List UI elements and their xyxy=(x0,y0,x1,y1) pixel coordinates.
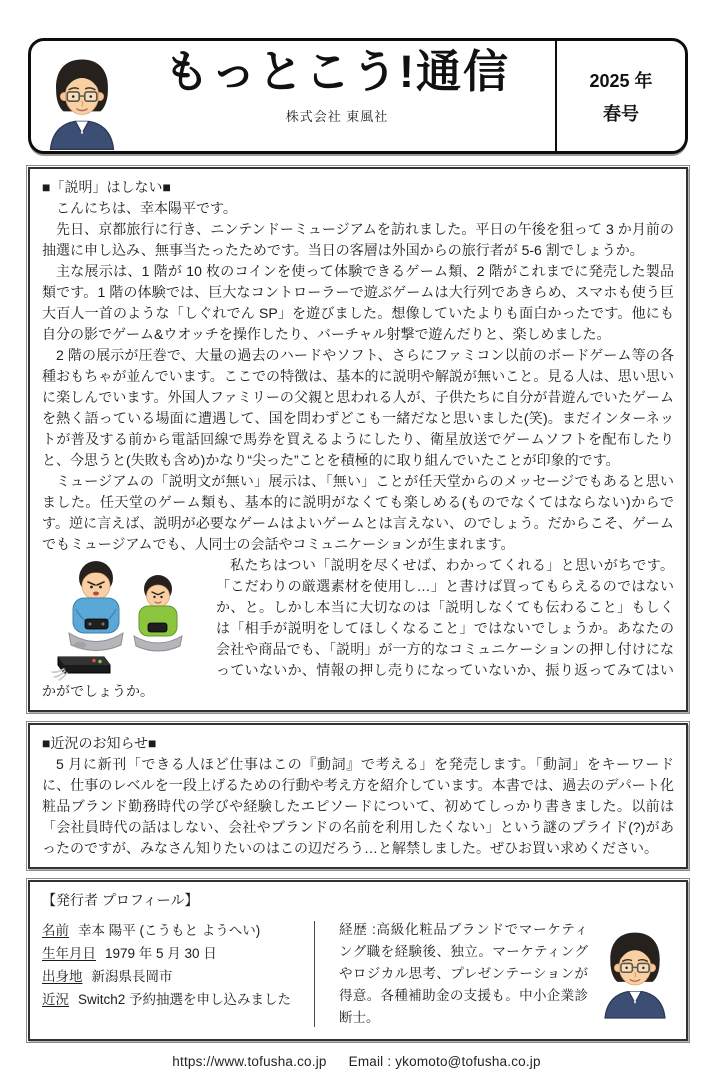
article-paragraph: 先日、京都旅行に行き、ニンテンドーミュージアムを訪れました。平日の午後を狙って 3 か月前の抽選に申し込み、無事当たったためです。当日の客層は外国からの旅行者が 5-6 割でしょうか。 xyxy=(42,221,674,258)
email-label: Email : xyxy=(348,1054,392,1069)
issue-block xyxy=(555,41,685,151)
article-paragraph: 主な展示は、1 階が 10 枚のコインを使って体験できるゲーム類、2 階がこれまでに発売した製品類です。1 階の体験では、巨大なコントローラーで遊ぶゲームは大行列であきらめ、スマホも使う巨大百人一首のような「しぐれでん SP」を遊びました。想像していたよりも面白かったです。他にも自分の影でゲーム&ウオッチを操作したり、バーチャル射撃で遊んだりと、楽しめました。 xyxy=(42,263,674,342)
email-address: ykomoto@tofusha.co.jp xyxy=(395,1054,541,1069)
article-paragraph: ミュージアムの「説明文が無い」展示は、「無い」ことが任天堂からのメッセージでもあると思いました。任天堂のゲーム類も、基本的に説明がなくても楽しめる(ものでなくてはならない)からです。逆に言えば、説明が必要なゲームはよいゲームとは言えない、のでしょう。だからこそ、ゲームでもミュージアムでも、人同士の会話やコミュニケーションが生まれます。 xyxy=(42,473,674,552)
profile-columns xyxy=(42,919,674,1029)
page-footer xyxy=(0,1054,713,1069)
masthead-title-block xyxy=(119,41,555,151)
article-section xyxy=(28,167,688,712)
profile-heading: 【発行者 プロフィール】 xyxy=(42,892,199,908)
article-closing-block xyxy=(42,555,674,702)
profile-field-hometown: 出身地 新潟県長岡市 xyxy=(42,969,173,984)
article-paragraph: こんにちは、幸本陽平です。 xyxy=(56,200,237,216)
kids-gaming-illustration-icon xyxy=(50,557,200,679)
news-heading: ■近況のお知らせ■ xyxy=(42,735,157,751)
site-url: https://www.tofusha.co.jp xyxy=(172,1054,327,1069)
profile-field-name: 名前 幸本 陽平 (こうもと ようへい) xyxy=(42,923,261,938)
article-closing-paragraph: 私たちはつい「説明を尽くせば、わかってくれる」と思いがちです。「こだわりの厳選素材を使用し…」と書けば買ってもらえるのではないか、と。しかし本当に大切なのは「説明しなくても伝わること」もしくは「相手が説明をしてほしくなること」ではないでしょうか。あなたの会社や商品でも、「説明」が一方的なコミュニケーションの押し付けになっていないか、情報の押し売りになっていないか、振り返ってみてはいかがでしょうか。 xyxy=(42,557,674,699)
issue-year: 2025 年 xyxy=(589,70,653,91)
article-heading: ■「説明」はしない■ xyxy=(42,179,171,195)
newsletter-page xyxy=(0,38,713,1069)
profile-fields xyxy=(42,919,314,1029)
masthead xyxy=(28,38,688,154)
profile-section xyxy=(28,880,688,1041)
article-paragraph: 2 階の展示が圧巻で、大量の過去のハードやソフト、さらにファミコン以前のボードゲーム等の各種おもちゃが並んでいます。ここでの特徴は、基本的に説明や解説が無いこと。見る人は、思い思いに楽しんでいます。外国人ファミリーの父親と思われる人が、子供たちに自分が昔遊んでいたゲームを熱く語っている場面に遭遇して、国を問わずどこも一緒だなと思いました(笑)。まだインターネットが普及する前から電話回線で馬券を買えるようにしたり、衛星放送でゲームソフトを配布したりと、今思うと(失敗も含め)かなり“尖った”ことを積極的に取り組んでいたことが印象的です。 xyxy=(42,347,674,468)
news-section xyxy=(28,723,688,869)
profile-field-birthdate: 生年月日 1979 年 5 月 30 日 xyxy=(42,946,217,961)
publisher-portrait-icon xyxy=(45,55,119,151)
profile-field-recent: 近況 Switch2 予約抽選を申し込みました xyxy=(42,992,292,1007)
company-name: 株式会社 東風社 xyxy=(285,108,389,124)
issue-season: 春号 xyxy=(603,103,639,124)
profile-career: 経歴 :高級化粧品ブランドでマーケティング職を経験後、独立。マーケティングやロジカル思考、プレゼンテーションが得意。各種補助金の支援も。中小企業診断士。 xyxy=(339,922,588,1025)
profile-portrait-icon xyxy=(596,930,674,1018)
news-body: 5 月に新刊「できる人ほど仕事はこの『動詞』で考える」を発売します。「動詞」をキーワードに、仕事のレベルを一段上げるための行動や考え方を紹介しています。本書では、過去のデパート化粧品ブランド勤務時代の学びや経験したエピソードについて、初めてしっかり書きました。以前は「会社員時代の話はしない、会社やブランドの名前を利用したくない」という謎のプライド(?)があったのですが、みなさん知りたいのはこの辺だろう…と解禁しました。ぜひお買い求めください。 xyxy=(42,756,674,856)
newsletter-title: もっとこう!通信 xyxy=(164,46,510,97)
